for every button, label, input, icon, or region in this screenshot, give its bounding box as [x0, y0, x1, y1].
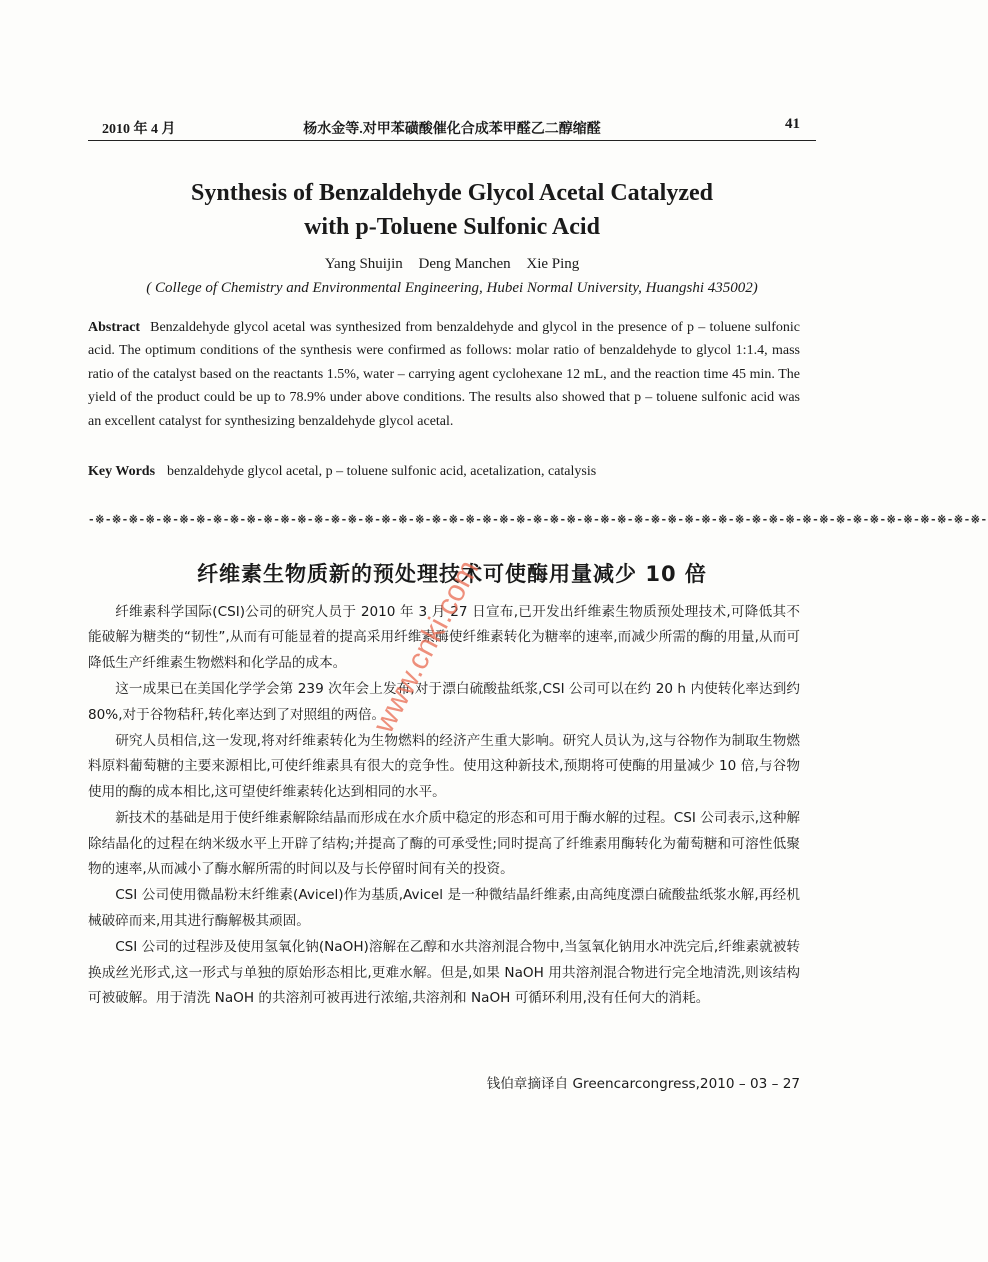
news-paragraph: CSI 公司使用微晶粉末纤维素(Avicel)作为基质,Avicel 是一种微结晶纤维素,由高纯度漂白硫酸盐纸浆水解,再经机械破碎而来,用其进行酶解极其顽固。: [88, 887, 800, 929]
section-divider: -※-※-※-※-※-※-※-※-※-※-※-※-※-※-※-※-※-※-※-※-※-※-※-※-※-※-※-※-※-※-※-※-※-※-※-※-※-※-※-※-※-※-※-※-※-※-※-※-※-※-※-※-※-: [88, 513, 988, 526]
abstract: [88, 316, 800, 433]
abstract-text: Benzaldehyde glycol acetal was synthesized from benzaldehyde and glycol in the presence of p – toluene sulfonic acid. The optimum conditions of the synthesis were confirmed as follows: molar ratio of benzaldehyde to glycol 1:1.4, mass ratio of the catalyst based on the reactants 1.5%, water – carrying agent cyclohexane 12 mL, and the reaction time 45 min. The yield of the product could be up to 78.9% under above conditions. The results also showed that p – toluene sulfonic acid was an excellent catalyst for synthesizing benzaldehyde glycol acetal.: [88, 320, 800, 429]
header-page-number: 41: [785, 116, 800, 132]
news-paragraph: 研究人员相信,这一发现,将对纤维素转化为生物燃料的经济产生重大影响。研究人员认为,这与谷物作为制取生物燃料原料葡萄糖的主要来源相比,可使纤维素具有很大的竞争性。使用这种新技术,预期将可使酶的用量减少 10 倍,与谷物使用的酶的成本相比,这可望使纤维素转化达到相同的水平。: [88, 733, 800, 800]
news-paragraph: 这一成果已在美国化学学会第 239 次年会上发布,对于漂白硫酸盐纸浆,CSI 公司可以在约 20 h 内使转化率达到约 80%,对于谷物秸秆,转化率达到了对照组的两倍。: [88, 681, 800, 723]
news-title: 纤维素生物质新的预处理技术可使酶用量减少 10 倍: [197, 562, 707, 586]
paper-title: [80, 176, 824, 244]
news-paragraph: 纤维素科学国际(CSI)公司的研究人员于 2010 年 3 月 27 日宣布,已开发出纤维素生物质预处理技术,可降低其不能破解为糖类的“韧性”,从而有可能显着的提高采用纤维素酶使纤维素转化为糖率的速率,而减少所需的酶的用量,从而可降低生产纤维素生物燃料和化学品的成本。: [88, 604, 800, 671]
paper-title-line2: with p-Toluene Sulfonic Acid: [304, 214, 600, 240]
header-date: 2010 年 4 月: [102, 122, 176, 137]
news-body: [88, 600, 800, 1013]
news-paragraph: 新技术的基础是用于使纤维素解除结晶而形成在水介质中稳定的形态和可用于酶水解的过程。CSI 公司表示,这种解除结晶化的过程在纳米级水平上开辟了结构;并提高了酶的可承受性;同时提高了纤维素用酶转化为葡萄糖和可溶性低聚物的速率,从而减小了酶水解所需的时间以及与长停留时间有关的投资。: [88, 810, 800, 878]
news-source: 钱伯章摘译自 Greencarcongress,2010 – 03 – 27: [486, 1076, 800, 1092]
author-affiliation: ( College of Chemistry and Environmental Engineering, Hubei Normal University, Huangshi 435002): [146, 280, 758, 296]
news-paragraph: CSI 公司的过程涉及使用氢氧化钠(NaOH)溶解在乙醇和水共溶剂混合物中,当氢氧化钠用水冲洗完后,纤维素就被转换成丝光形式,这一形式与单独的原始形态相比,更难水解。但是,如果 NaOH 用共溶剂混合物进行完全地清洗,则该结构可被破解。用于清洗 NaOH 的共溶剂可被再进行浓缩,共溶剂和 NaOH 可循环利用,没有任何大的消耗。: [88, 939, 800, 1007]
author-list: [0, 256, 904, 273]
keywords: [88, 464, 800, 480]
keywords-label: Key Words: [88, 464, 156, 479]
header-running-title: 杨水金等.对甲苯磺酸催化合成苯甲醛乙二醇缩醛: [303, 122, 601, 137]
author-name: Yang Shuijin: [324, 256, 403, 272]
author-name: Deng Manchen: [418, 256, 511, 272]
abstract-label: Abstract: [88, 320, 141, 335]
running-header: [88, 114, 816, 141]
author-name: Xie Ping: [526, 256, 580, 272]
keywords-text: benzaldehyde glycol acetal, p – toluene sulfonic acid, acetalization, catalysis: [167, 464, 597, 479]
paper-title-line1: Synthesis of Benzaldehyde Glycol Acetal Catalyzed: [191, 180, 713, 206]
watermark-text: www.cnki.com: [367, 554, 486, 739]
